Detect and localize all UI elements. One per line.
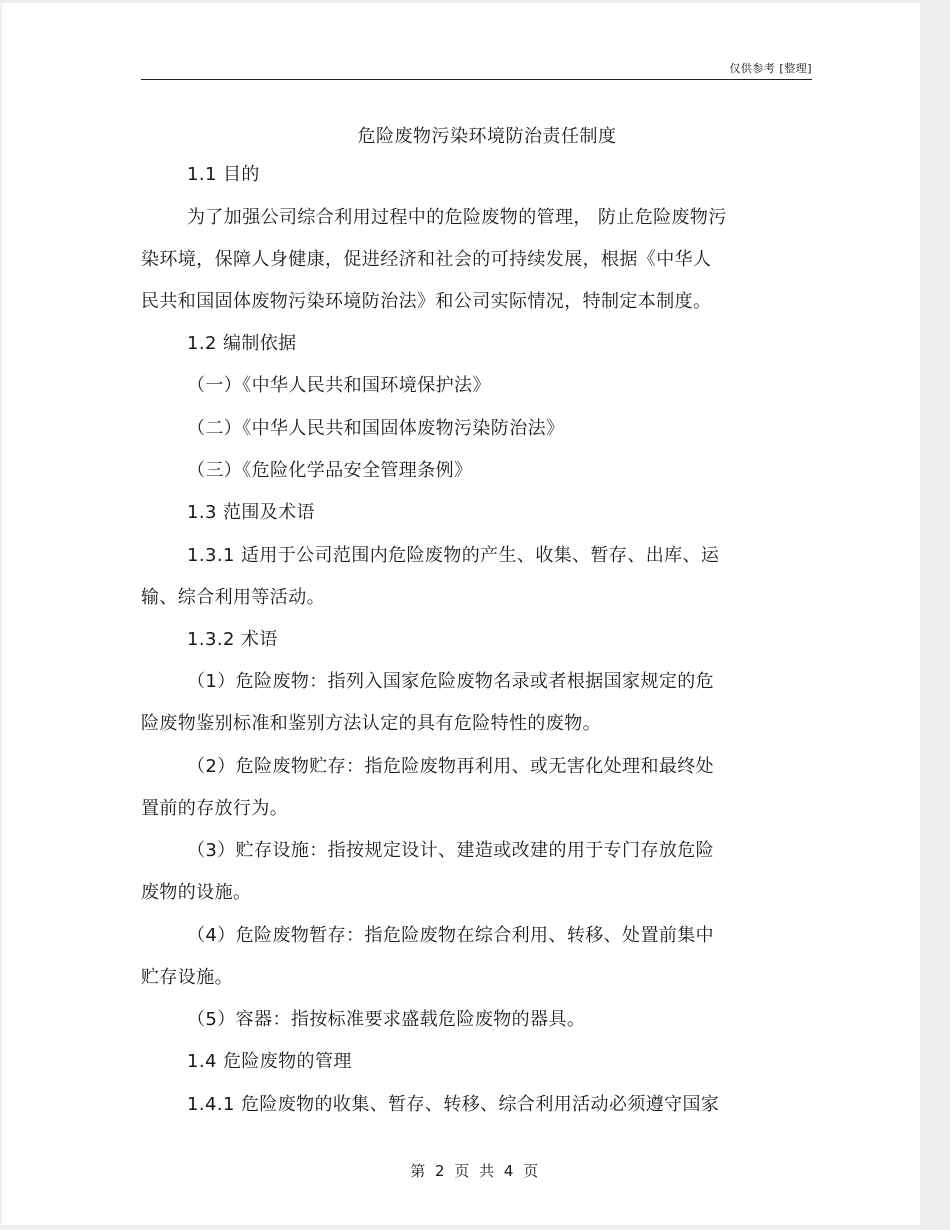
paragraph-line: 1.3.1 适用于公司范围内危险废物的产生、收集、暂存、出库、运 [187, 545, 720, 566]
heading-1-1: 1.1 目的 [187, 164, 260, 185]
list-item: （三）《危险化学品安全管理条例》 [187, 460, 473, 481]
paragraph-line: 险废物鉴别标准和鉴别方法认定的具有危险特性的废物。 [141, 713, 601, 734]
paragraph-line: 废物的设施。 [141, 882, 252, 903]
heading-1-3: 1.3 范围及术语 [187, 502, 315, 523]
paragraph-line: 输、综合利用等活动。 [141, 587, 325, 608]
heading-1-3-2: 1.3.2 术语 [187, 629, 278, 650]
term-item: （2）危险废物贮存：指危险废物再利用、或无害化处理和最终处 [187, 756, 715, 777]
term-item: （1）危险废物：指列入国家危险废物名录或者根据国家规定的危 [187, 671, 715, 692]
term-item: （3）贮存设施：指按规定设计、建造或改建的用于专门存放危险 [187, 840, 715, 861]
paragraph-line: 染环境，保障人身健康，促进经济和社会的可持续发展，根据《中华人 [141, 249, 712, 270]
paragraph-line: 1.4.1 危险废物的收集、暂存、转移、综合利用活动必须遵守国家 [187, 1094, 720, 1115]
heading-1-4: 1.4 危险废物的管理 [187, 1051, 352, 1072]
term-item: （5）容器：指按标准要求盛载危险废物的器具。 [187, 1009, 586, 1030]
heading-1-2: 1.2 编制依据 [187, 333, 297, 354]
paragraph-line: 民共和国固体废物污染环境防治法》和公司实际情况，特制定本制度。 [141, 291, 712, 312]
list-item: （二）《中华人民共和国固体废物污染防治法》 [187, 418, 565, 439]
paragraph-line: 为了加强公司综合利用过程中的危险废物的管理， 防止危险废物污 [187, 207, 727, 228]
document-page [2, 3, 920, 1225]
header-note: 仅供参考 [整理] [729, 62, 812, 75]
list-item: （一）《中华人民共和国环境保护法》 [187, 375, 491, 396]
document-title: 危险废物污染环境防治责任制度 [357, 126, 617, 147]
page-indicator: 第 2 页 共 4 页 [410, 1162, 539, 1180]
paragraph-line: 贮存设施。 [141, 967, 233, 988]
term-item: （4）危险废物暂存：指危险废物在综合利用、转移、处置前集中 [187, 925, 715, 946]
paragraph-line: 置前的存放行为。 [141, 798, 289, 819]
header-rule [141, 79, 812, 80]
